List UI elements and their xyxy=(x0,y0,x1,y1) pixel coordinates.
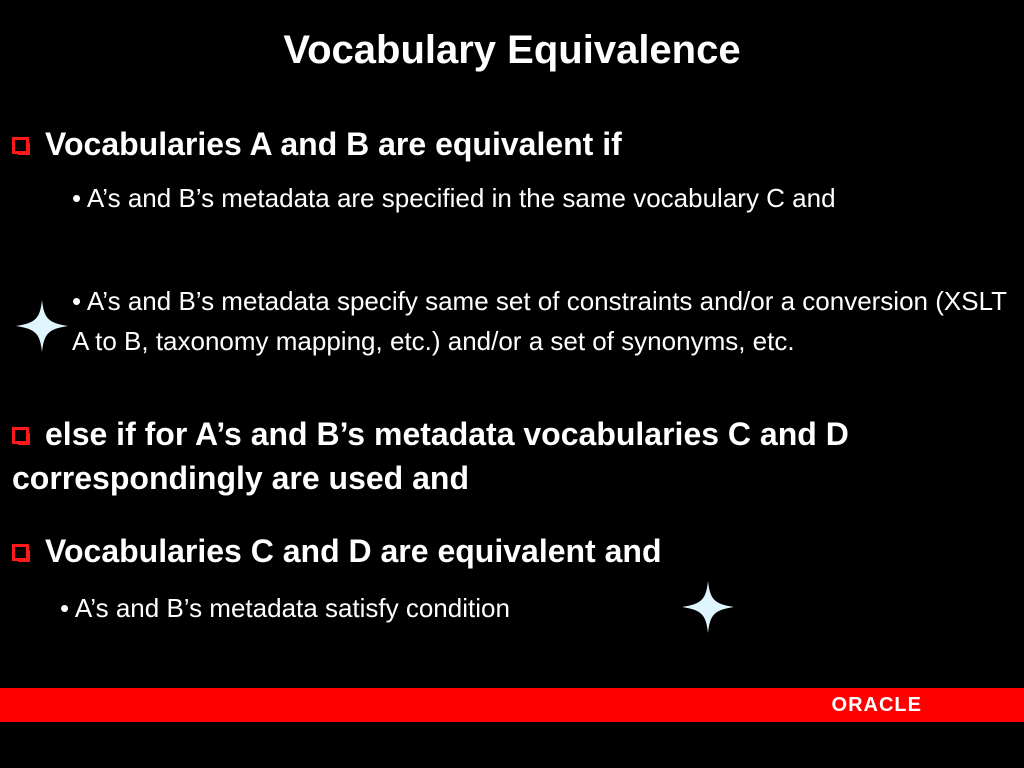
slide-title: Vocabulary Equivalence xyxy=(283,28,741,72)
major-bullet-3 xyxy=(12,529,1012,573)
checkbox-bullet-icon xyxy=(12,427,29,444)
major-bullet-2 xyxy=(12,412,1012,500)
major-bullet-2-text: else if for A’s and B’s metadata vocabularies C and D correspondingly are used and xyxy=(12,416,849,496)
minor-bullet-1: • A’s and B’s metadata are specified in the same vocabulary C and xyxy=(72,183,836,213)
sparkle-icon xyxy=(14,298,70,354)
oracle-logo: ORACLE xyxy=(831,694,922,716)
sparkle-icon xyxy=(680,579,736,635)
checkbox-bullet-icon xyxy=(12,137,29,154)
major-bullet-3-text: Vocabularies C and D are equivalent and xyxy=(45,533,662,569)
minor-bullet-3: • A’s and B’s metadata satisfy condition xyxy=(60,593,510,623)
minor-bullet-2: • A’s and B’s metadata specify same set of constraints and/or a conversion (XSLT A to B, taxonomy mapping, etc.) and/or a set of synonyms, etc. xyxy=(72,286,1007,356)
checkbox-bullet-icon xyxy=(12,544,29,561)
major-bullet-1 xyxy=(12,122,1012,166)
footer-bar xyxy=(0,688,1024,722)
major-bullet-1-text: Vocabularies A and B are equivalent if xyxy=(45,126,622,162)
